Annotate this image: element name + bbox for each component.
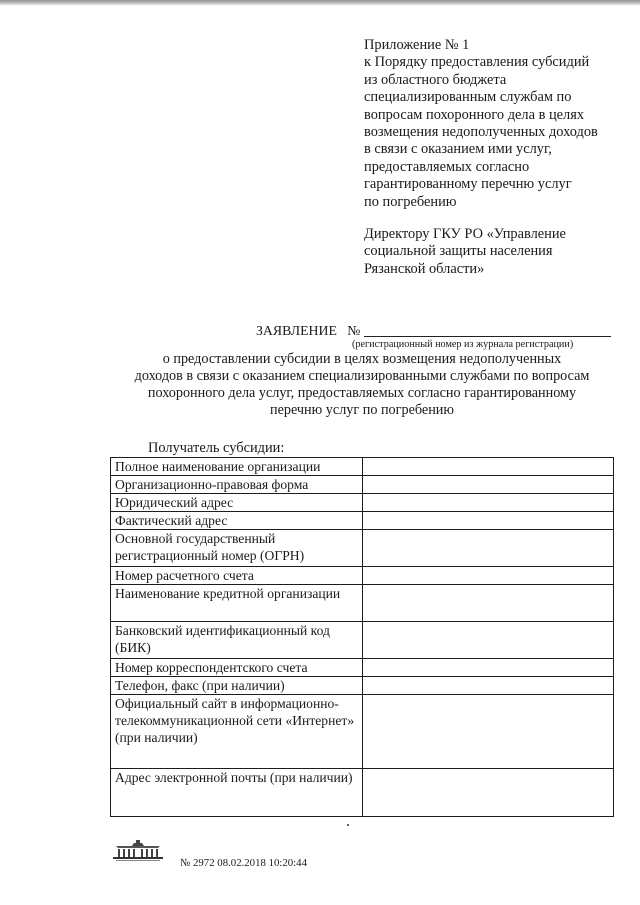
addressee-block: [364, 226, 634, 278]
addressee-line: Рязанской области»: [364, 260, 485, 277]
row-value-cell[interactable]: [363, 458, 614, 476]
number-sign: №: [347, 323, 361, 338]
subject-line: похоронного дела услуг, предоставляемых согласно гарантированному: [147, 385, 577, 401]
appendix-line: в связи с оказанием ими услуг,: [364, 141, 552, 158]
appendix-line: Приложение № 1: [364, 37, 470, 53]
table-row: [111, 695, 614, 769]
appendix-line: вопросам похоронного дела в целях: [364, 106, 585, 123]
table-row: [111, 659, 614, 677]
row-value-cell[interactable]: [363, 677, 614, 695]
recipient-table: [110, 457, 614, 817]
row-value-cell[interactable]: [363, 512, 614, 530]
table-row: [111, 458, 614, 476]
table-row: [111, 585, 614, 622]
appendix-line: специализированным службам по: [364, 89, 572, 106]
table-row: [111, 567, 614, 585]
row-value-cell[interactable]: [363, 476, 614, 494]
scan-edge-artifact: [0, 0, 640, 6]
table-row: [111, 494, 614, 512]
row-label: Юридический адрес: [111, 494, 363, 512]
row-value-cell[interactable]: [363, 659, 614, 677]
table-row: [111, 530, 614, 567]
row-value-cell[interactable]: [363, 567, 614, 585]
row-label: Организационно-правовая форма: [111, 476, 363, 494]
statement-subject: [110, 351, 614, 419]
addressee-line: Директору ГКУ РО «Управление: [364, 226, 566, 242]
row-value-cell[interactable]: [363, 622, 614, 659]
appendix-line: по погребению: [364, 193, 457, 210]
table-row: [111, 769, 614, 817]
statement-title: ЗАЯВЛЕНИЕ: [256, 323, 337, 338]
row-label: Основной государственный регистрационный номер (ОГРН): [111, 530, 363, 567]
row-value-cell[interactable]: [363, 494, 614, 512]
table-row: [111, 622, 614, 659]
addressee-line: социальной защиты населения: [364, 243, 553, 260]
appendix-line: к Порядку предоставления субсидий: [364, 54, 590, 71]
appendix-line: предоставляемых согласно: [364, 158, 530, 175]
statement-heading: [256, 323, 611, 339]
row-value-cell[interactable]: [363, 695, 614, 769]
row-value-cell[interactable]: [363, 530, 614, 567]
row-value-cell[interactable]: [363, 585, 614, 622]
appendix-line: из областного бюджета: [364, 71, 507, 88]
row-label: Наименование кредитной организации: [111, 585, 363, 622]
row-label: Номер корреспондентского счета: [111, 659, 363, 677]
subject-line: доходов в связи с оказанием специализированными службами по вопросам: [134, 368, 590, 384]
recipient-label: Получатель субсидии:: [148, 440, 285, 456]
table-row: [111, 476, 614, 494]
row-label: Банковский идентификационный код (БИК): [111, 622, 363, 659]
table-row: [111, 512, 614, 530]
row-label: Фактический адрес: [111, 512, 363, 530]
building-emblem-icon: [110, 838, 166, 862]
row-label: Официальный сайт в информационно-телекоммуникационной сети «Интернет» (при наличии): [111, 695, 363, 769]
appendix-line: возмещения недополученных доходов: [364, 124, 598, 141]
row-label: Телефон, факс (при наличии): [111, 677, 363, 695]
table-row: [111, 677, 614, 695]
row-label: Адрес электронной почты (при наличии): [111, 769, 363, 817]
appendix-block: [364, 37, 634, 211]
registration-stamp: № 2972 08.02.2018 10:20:44: [180, 857, 307, 869]
registration-number-field[interactable]: [364, 323, 611, 337]
row-value-cell[interactable]: [363, 769, 614, 817]
registration-number-hint: (регистрационный номер из журнала регистрации): [352, 339, 574, 350]
row-label: Полное наименование организации: [111, 458, 363, 476]
subject-line: о предоставлении субсидии в целях возмещения недополученных: [162, 351, 562, 367]
appendix-line: гарантированному перечню услуг: [364, 176, 572, 193]
subject-line: перечню услуг по погребению: [270, 402, 454, 418]
row-label: Номер расчетного счета: [111, 567, 363, 585]
scan-speck: [347, 824, 349, 826]
